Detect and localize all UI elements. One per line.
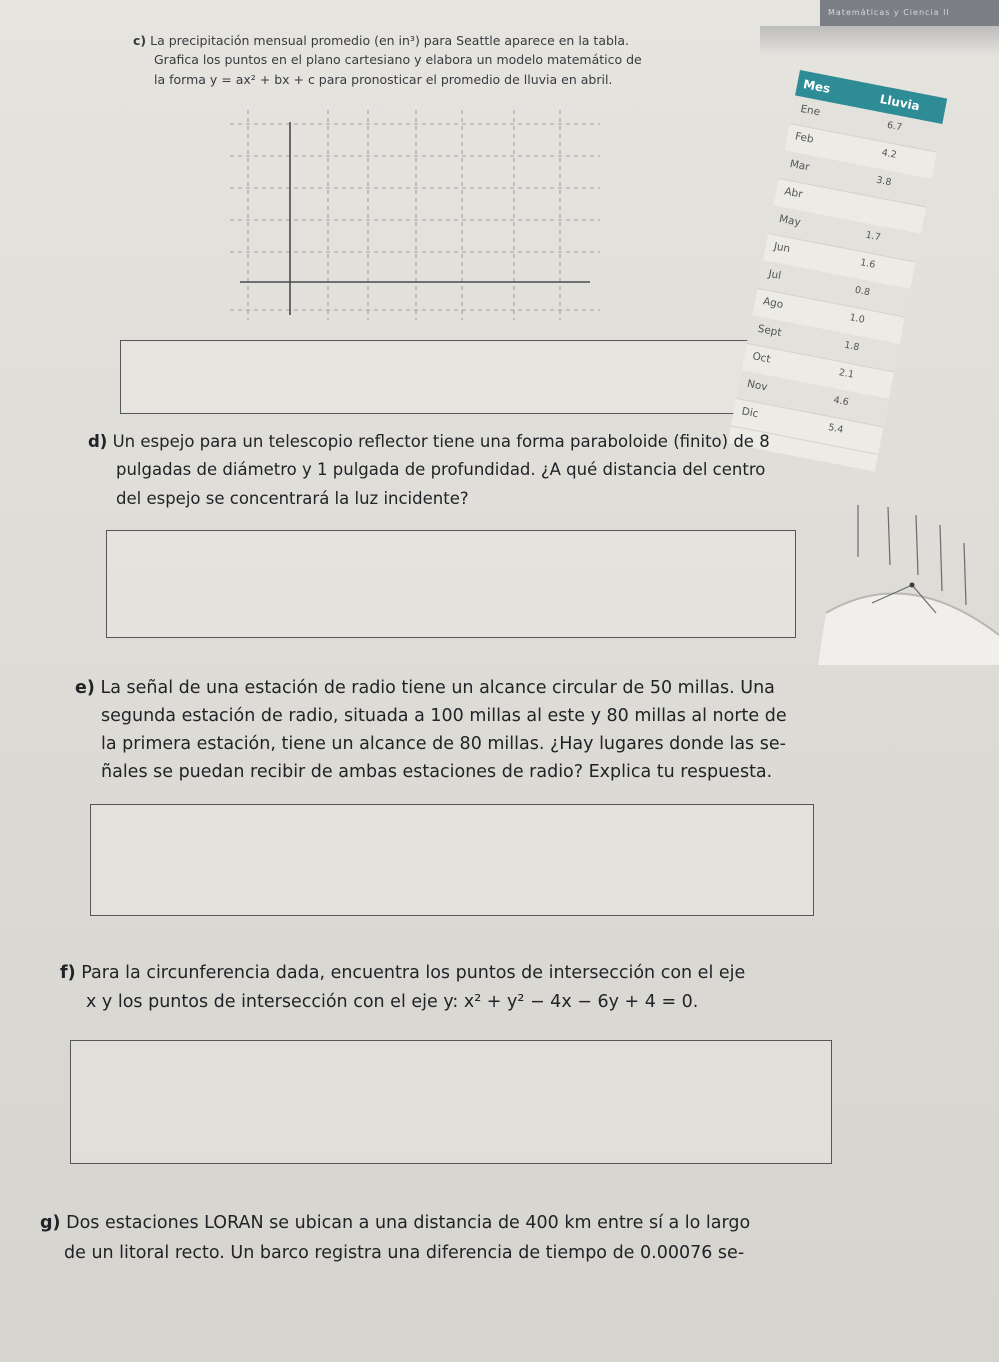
problem-g-text-2: de un litoral recto. Un barco registra una diferencia de tiempo de 0.00076 se- <box>64 1243 745 1263</box>
row-rain: 1.7 <box>864 229 882 244</box>
problem-e-line-1 <box>75 675 815 702</box>
problem-d-text-1: Un espejo para un telescopio reflector tiene una forma paraboloide (finito) de 8 <box>112 432 770 451</box>
row-rain: 4.2 <box>880 147 898 161</box>
problem-e-label: e) <box>75 678 95 698</box>
answer-box-d[interactable] <box>106 530 796 638</box>
problem-e-text-2: segunda estación de radio, situada a 100 millas al este y 80 millas al norte de <box>101 706 787 726</box>
grid-lines <box>230 110 600 320</box>
problem-c-text-2: Grafica los puntos en el plano cartesiano y elabora un modelo matemático de <box>154 52 642 67</box>
problem-c-text-3: la forma y = ax² + bx + c para pronosticar el promedio de lluvia en abril. <box>154 72 613 87</box>
problem-g-text-1: Dos estaciones LORAN se ubican a una distancia de 400 km entre sí a lo largo <box>66 1213 751 1233</box>
problem-f-line-1 <box>60 960 830 987</box>
problem-f-text-1: Para la circunferencia dada, encuentra los puntos de intersección con el eje <box>81 963 746 983</box>
problem-d-line-1 <box>88 428 808 455</box>
row-rain: 2.1 <box>837 367 855 381</box>
problem-e-text-4: ñales se puedan recibir de ambas estaciones de radio? Explica tu respuesta. <box>101 762 773 782</box>
row-month: Ene <box>799 102 822 119</box>
row-month: Feb <box>794 130 815 146</box>
row-rain: 6.7 <box>886 119 903 134</box>
row-month: Abr <box>783 185 804 201</box>
row-month: Ago <box>762 295 785 311</box>
row-month: Jun <box>772 240 792 256</box>
problem-d-text-3: del espejo se concentrará la luz incidente? <box>116 489 469 508</box>
problem-c-line-1 <box>133 33 773 48</box>
row-rain: 3.8 <box>875 174 893 189</box>
row-rain: 1.6 <box>859 257 877 271</box>
rain-table-header-month: Mes <box>802 77 832 96</box>
row-month: Mar <box>788 157 811 174</box>
problem-f-label: f) <box>60 963 76 983</box>
problem-d-text-2: pulgadas de diámetro y 1 pulgada de profundidad. ¿A qué distancia del centro <box>116 460 766 479</box>
problem-d-label: d) <box>88 432 108 451</box>
telescope-mirror-illustration <box>818 495 999 665</box>
focus-point-icon <box>910 583 915 588</box>
problem-e-text-1: La señal de una estación de radio tiene un alcance circular de 50 millas. Una <box>100 678 775 698</box>
cartesian-grid[interactable] <box>230 110 600 320</box>
row-rain: 1.8 <box>843 339 861 354</box>
row-rain: 1.0 <box>848 312 866 326</box>
problem-c-label: c) <box>133 33 147 48</box>
row-rain: 4.6 <box>832 394 850 409</box>
row-month: Nov <box>746 377 769 394</box>
rain-table-header-rain: Lluvia <box>878 91 921 114</box>
answer-box-c[interactable] <box>120 340 776 414</box>
row-month: May <box>778 212 802 229</box>
row-month: Sept <box>756 322 783 340</box>
row-month: Oct <box>751 350 772 366</box>
row-rain: 5.4 <box>827 422 845 436</box>
problem-c-text-1: La precipitación mensual promedio (en in³) para Seattle aparece en la tabla. <box>150 33 630 48</box>
problem-g-label: g) <box>40 1213 61 1233</box>
problem-g-line-1 <box>40 1210 840 1237</box>
row-month: Dic <box>740 405 760 421</box>
corner-tab: Matemáticas y Ciencia II <box>820 0 999 26</box>
answer-box-e[interactable] <box>90 804 814 916</box>
problem-f-text-2: x y los puntos de intersección con el eje y: x² + y² − 4x − 6y + 4 = 0. <box>86 992 699 1012</box>
answer-box-f[interactable] <box>70 1040 832 1164</box>
row-rain: 0.8 <box>853 284 871 299</box>
row-month: Jul <box>767 267 783 283</box>
problem-e-text-3: la primera estación, tiene un alcance de 80 millas. ¿Hay lugares donde las se- <box>101 734 786 754</box>
corner-tab-shadow <box>760 26 999 56</box>
